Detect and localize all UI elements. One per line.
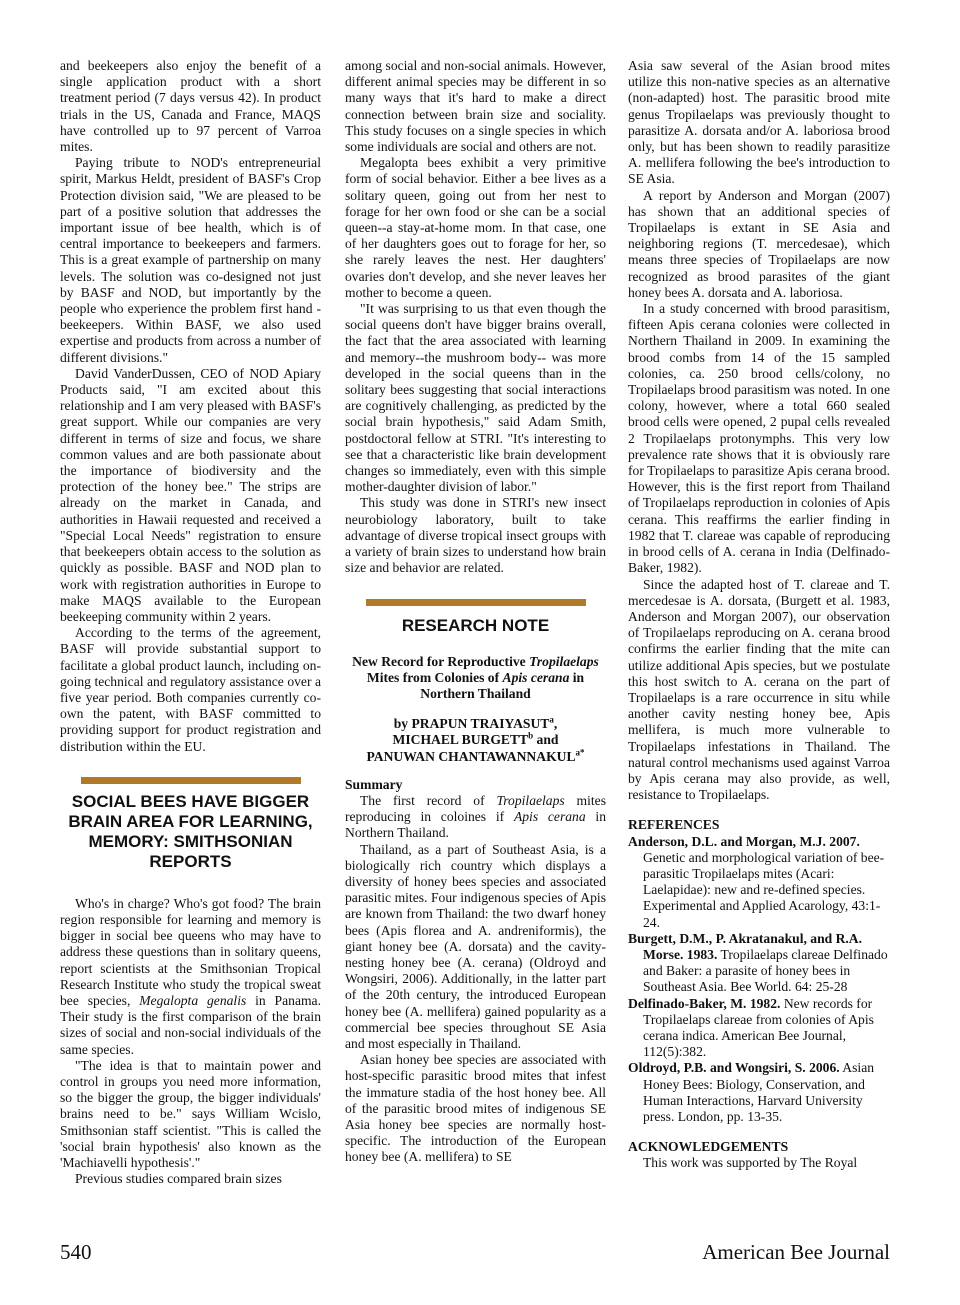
- affiliation: a: [549, 714, 554, 725]
- column-2: [345, 58, 606, 1166]
- ref-author: Burgett, D.M., P. Akratanakul, and R.A. Morse. 1983.: [628, 930, 863, 962]
- byline: [345, 716, 606, 765]
- ref-author: Oldroyd, P.B. and Wongsiri, S. 2006.: [628, 1060, 840, 1076]
- ref-author: Anderson, D.L. and Morgan, M.J. 2007.: [628, 833, 860, 849]
- text: Who's in charge? Who's got food? The brain region responsible for learning and memory is bigger in social bee queens who may have to address these questions than in solitary queens, report scientists at the Smithsonian Tropical Research Institute who study the tropical sweat bee species,: [60, 895, 321, 1008]
- col1-paragraph: Paying tribute to NOD's entrepreneurial spirit, Markus Heldt, president of BASF's Crop Protection division said, "We are pleased to be part of a positive solution that addresses the important issue of bee health, which is of central importance to beekeepers and farmers. This is a great example of partnership on many levels. The solution was co-designed not just by BASF and NOD, but importantly by the people who experience the problem first hand - beekeepers. Within BASF, we also used expertise and products from across a number of different divisions.": [60, 155, 321, 365]
- species-name: Megalopta genalis: [139, 992, 247, 1008]
- section-title-research-note: RESEARCH NOTE: [401, 615, 550, 635]
- species-name: Apis cerana: [513, 809, 586, 825]
- text: The first record of: [360, 792, 497, 808]
- reference-item: [628, 996, 890, 1061]
- genus-name: Tropilaelaps: [529, 653, 599, 669]
- col2-paragraph: Thailand, as a part of Southeast Asia, is a biologically rich country which displays a diversity of honey bees species and associated parasitic mites. Four indigenous species of Apis are known from Thailand: the two dwarf honey bees (Apis florea and A. andreniformis), the giant honey bee (A. dorsata) and the cavity-nesting honey bee (A. cerana) (Oldroyd and Wongsiri, 2006). Additionally, in the latter part of the 20th century, the introduced European honey bee (A. mellifera) gained popularity as a commercial bee species throughout SE Asia and most especially in Thailand.: [345, 841, 606, 1051]
- col3-paragraph: A report by Anderson and Morgan (2007) has shown that an additional species of Tropilaelaps is extant in SE Asia and neighboring regions (T. mercedesae), which means three species of Tropilaelaps are now recognized as brood parasites of the giant honey bees A. dorsata and A. laboriosa.: [628, 187, 890, 300]
- column-1: [60, 58, 321, 1187]
- col3-paragraph: Since the adapted host of T. clareae and T. mercedesae is A. dorsata, (Burgett et al. 1983, Anderson and Morgan 2007), our observation of Tropilaelaps reproducing on A. cerana brood confirms the earlier finding that the mite can utilize additional Apis species, but we postulate this host switch to A. cerana on the part of Tropilaelaps is a rare occurrence in situ while another cavity nesting honey bee, Apis mellifera, is much more vulnerable to Tropilaelaps infestations in Thailand. The natural control mechanisms used against Varroa by Apis cerana may also provide, as well, resistance to Tropilaelaps.: [628, 576, 890, 803]
- acknowledgements-heading: ACKNOWLEDGEMENTS: [628, 1139, 789, 1155]
- reference-item: [628, 1060, 890, 1125]
- col3-paragraph: This work was supported by The Royal: [643, 1155, 858, 1171]
- text: in Northern Thailand: [420, 669, 585, 701]
- col2-paragraph: among social and non-social animals. However, different animal species may be different in so many ways that it's hard to make a direct connection between brain size and sociality. This study focuses on a single species in which some individuals are social and others are not.: [345, 58, 606, 155]
- col2-paragraph: Asian honey bee species are associated with host-specific parasitic brood mites that infest the immature stadia of the host honey bee. All of the parasitic brood mites of indigenous SE Asia honey bee species are normally host-specific. The introduction of the European honey bee (A. mellifera) to SE: [345, 1052, 606, 1165]
- col2-paragraph: "It was surprising to us that even though the social queens don't have bigger brains overall, the fact that the area associated with learning and memory--the mushroom body-- was more developed in the social queens than in the solitary bees suggesting that social interactions are cognitively challenging, as predicted by the social brain hypothesis," said Adam Smith, postdoctoral fellow at STRI. "It's interesting to see that a characteristic like brain development changes so immediately, even with this simple mother-daughter division of labor.": [345, 301, 606, 495]
- text: PANUWAN CHANTAWANNAKUL: [366, 748, 576, 764]
- ref-text: Asian Honey Bees: Biology, Conservation, and Human Interactions, Harvard University press. London, pp. 13-35.: [643, 1060, 875, 1124]
- col2-paragraph: Megalopta bees exhibit a very primitive form of social behavior. Either a bee lives as a solitary queen, going out from her nest to forage for her own food or she can be a social queen--a stay-at-home mom. In that case, one of her daughters goes out to forage for her, so she rarely leaves the nest. Her daughters' ovaries don't develop, and she never leaves her mother to become a queen.: [345, 155, 606, 300]
- affiliation: b: [528, 730, 534, 741]
- col1-paragraph: David VanderDussen, CEO of NOD Apiary Products said, "I am excited about this relationship and I am very pleased with BASF's great support. While our companies are very different in terms of size and focus, we share common values and are both passionate about the importance of biodiversity and the protection of the honey bee." The strips are already on the market in Canada, and authorities in Hawaii requested and received a "Special Local Needs" registration to ensure that beekeepers obtain access to the solution as quickly as possible. BASF and NOD plan to work with registration authorities in Europe to make MAQS available to the European beekeeping community within 2 years.: [60, 365, 321, 624]
- reference-item: [628, 931, 890, 996]
- col1-paragraph: [60, 896, 321, 1058]
- reference-item: [628, 834, 890, 931]
- text: New Record for Reproductive: [352, 653, 530, 669]
- col2-paragraph: [345, 793, 606, 842]
- section-title-social-bees: SOCIAL BEES HAVE BIGGER BRAIN AREA FOR LEARNING, MEMORY: SMITHSONIAN REPORTS: [68, 791, 313, 871]
- col1-paragraph: and beekeepers also enjoy the benefit of a single application product with a short treatment period (7 days versus 42). In product trials in the US, Canada and France, MAQS have controlled up to 97 percent of Varroa mites.: [60, 58, 321, 155]
- text: and: [533, 732, 559, 748]
- col3-paragraph: Asia saw several of the Asian brood mites utilize this non-native species as an alternative (non-adapted) host. The parasitic brood mite genus Tropilaelaps was previously thought to parasitize A. dorsata and/or A. laboriosa brood only, but has been shown to readily parasitize A. mellifera following the bee's introduction to SE Asia.: [628, 58, 890, 187]
- species-name: Apis cerana: [502, 669, 570, 685]
- ref-author: Delfinado-Baker, M. 1982.: [628, 995, 781, 1011]
- col2-paragraph: This study was done in STRI's new insect neurobiology laboratory, built to take advantage of diverse tropical insect groups with a variety of brain sizes to understand how brain size and behavior are related.: [345, 495, 606, 576]
- section-rule: [366, 599, 586, 606]
- ref-text: Tropilaelaps clareae Delfinado and Baker: a parasite of honey bees in Southeast Asia. Bee World. 64: 25-28: [643, 946, 888, 995]
- col1-paragraph: "The idea is that to maintain power and control in groups you need more information, so the bigger the group, the bigger individuals' brains need to be." says William Wcislo, Smithsonian staff scientist. "This is called the 'social brain hypothesis' also known as the 'Machiavelli hypothesis'.": [60, 1057, 321, 1170]
- summary-heading: Summary: [345, 776, 403, 792]
- section-rule: [81, 777, 301, 784]
- ref-text: New records for Tropilaelaps clareae from colonies of Apis cerana indica. American Bee Journal, 112(5):382.: [643, 995, 874, 1060]
- text: mites reproducing in coloines if: [345, 792, 606, 825]
- text: by PRAPUN TRAIYASUT: [393, 716, 550, 732]
- column-3: [628, 58, 890, 1172]
- article-title: [345, 654, 606, 703]
- author-3: [345, 746, 606, 765]
- ref-text: Genetic and morphological variation of bee-parasitic Tropilaelaps mites (Acari: Laelapidae): new and re-defined species. Experimental and Applied Acarology, 43:1-24.: [643, 849, 885, 930]
- col1-paragraph: Previous studies compared brain sizes: [75, 1171, 282, 1187]
- text: in Northern Thailand.: [345, 809, 606, 841]
- affiliation: a*: [575, 746, 585, 757]
- col3-paragraph: In a study concerned with brood parasitism, fifteen Apis cerana colonies were collected in Northern Thailand in 2009. In examining the brood combs from 14 of the 15 sampled colonies, ca. 250 brood cells/colony, no Tropilaelaps brood parasitism was noted. In one colony, however, where a total 660 sealed brood cells were opened, 2 pupal cells revealed 2 Tropilaelaps protonymphs. This very low prevalence rate shows that it is obviously rare for Tropilaelaps to parasitize Apis cerana brood. However, this is the first report from Thailand of Tropilaelaps reproduction in colonies of Apis cerana. This reaffirms the earlier finding in 1982 that T. clareae was capable of reproducing in brood cells of A. cerana in India (Delfinado-Baker, 1982).: [628, 301, 890, 576]
- text: MICHAEL BURGETT: [392, 732, 529, 748]
- journal-name: American Bee Journal: [702, 1240, 890, 1264]
- author-2: [345, 732, 606, 748]
- page-number: 540: [60, 1240, 92, 1264]
- text: Mites from Colonies of: [366, 669, 503, 685]
- genus-name: Tropilaelaps: [496, 792, 565, 808]
- col1-paragraph: According to the terms of the agreement, BASF will provide substantial support to facilitate a global product launch, including on-going technical and regulatory assistance over a five year period. Both companies currently co-own the patent, with BASF committed to providing support for product registration and distribution within the EU.: [60, 625, 321, 754]
- references-heading: REFERENCES: [628, 817, 720, 833]
- text: in Panama. Their study is the first comparison of the brain sizes of social and non-social individuals of the same species.: [60, 992, 321, 1057]
- author-1: by PRAPUN TRAIYASUT$^a$,: [393, 714, 558, 732]
